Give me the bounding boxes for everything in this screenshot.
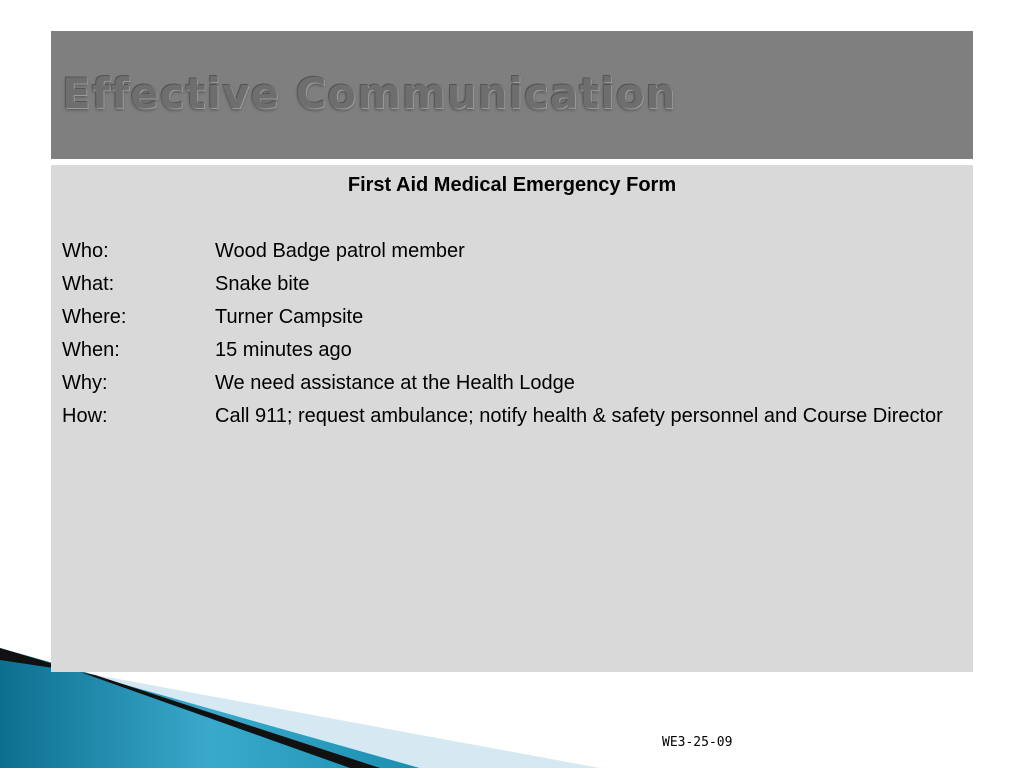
row-label: What:	[62, 273, 115, 295]
title-bar	[51, 31, 973, 159]
form-row-what	[62, 270, 962, 298]
content-panel	[51, 165, 973, 672]
row-label: Who:	[62, 240, 109, 262]
row-value: Turner Campsite	[215, 306, 364, 328]
form-title: First Aid Medical Emergency Form	[347, 174, 677, 196]
row-value: Call 911; request ambulance; notify health & safety personnel and Course Director	[215, 405, 943, 427]
footer-code: WE3-25-09	[662, 735, 733, 750]
slide-title: Effective Communication	[62, 69, 677, 118]
row-value: We need assistance at the Health Lodge	[215, 372, 575, 394]
row-label: Why:	[62, 372, 108, 394]
row-value: Wood Badge patrol member	[215, 240, 465, 262]
row-label: When:	[62, 339, 120, 361]
row-value: 15 minutes ago	[215, 339, 352, 361]
row-label: How:	[62, 405, 108, 427]
form-row-where	[62, 303, 962, 331]
form-row-when	[62, 336, 962, 364]
form-rows	[62, 237, 962, 435]
row-label: Where:	[62, 306, 127, 328]
form-row-how	[62, 402, 962, 430]
form-row-who	[62, 237, 962, 265]
form-row-why	[62, 369, 962, 397]
row-value: Snake bite	[215, 273, 310, 295]
